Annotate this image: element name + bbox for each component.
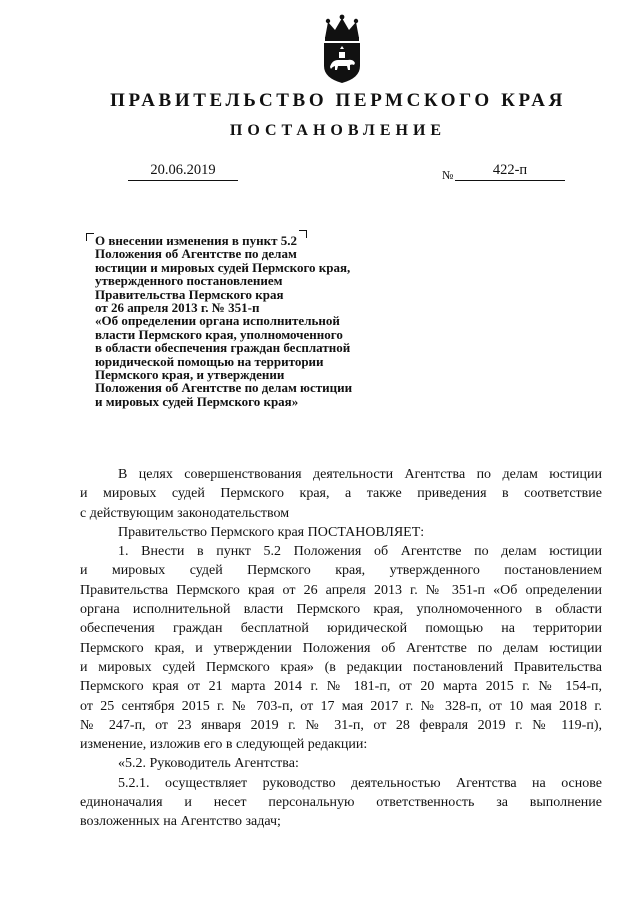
- subject-line: юстиции и мировых судей Пермского края,: [95, 259, 351, 275]
- body-line: обеспечения граждан бесплатной юридической помощью на территории: [80, 621, 602, 637]
- body-line: «5.2. Руководитель Агентства:: [118, 756, 299, 772]
- subject-line: в области обеспечения граждан бесплатной: [95, 340, 351, 356]
- subject-line: Пермского края, и утверждении: [95, 367, 285, 383]
- subject-line: «Об определении органа исполнительной: [95, 313, 340, 329]
- body-line: с действующим законодательством: [80, 505, 290, 521]
- body-line: изменение, изложив его в следующей редакции:: [80, 737, 368, 753]
- body-line: Правительство Пермского края ПОСТАНОВЛЯЕТ:: [118, 524, 425, 540]
- body-line: единоначалия и несет персональную ответственность за выполнение: [80, 795, 602, 811]
- subject-line: утвержденного постановлением: [95, 273, 283, 289]
- subject-line: Положения об Агентстве по делам: [95, 246, 297, 262]
- body-line: 5.2.1. осуществляет руководство деятельностью Агентства на основе: [118, 775, 602, 791]
- body-line: и мировых судей Пермского края, утвержденного постановлением: [80, 563, 602, 579]
- decree-number: 422-п: [455, 162, 565, 181]
- body-line: органа исполнительной власти Пермского края, уполномоченного в области: [80, 602, 602, 618]
- subject-line: Положения об Агентстве по делам юстиции: [95, 380, 353, 396]
- body-line: от 25 сентября 2015 г. № 703-п, от 17 мая 2017 г. № 328-п, от 10 мая 2018 г.: [80, 698, 602, 714]
- perm-krai-coat-of-arms-icon: [319, 14, 365, 84]
- subject-line: Правительства Пермского края: [95, 286, 284, 302]
- decree-subject: [95, 234, 415, 408]
- body-line: и мировых судей Пермского края» (в редакции постановлений Правительства: [80, 659, 602, 675]
- body-line: возложенных на Агентство задач;: [80, 814, 281, 830]
- subject-line: О внесении изменения в пункт 5.2: [95, 233, 298, 248]
- body-line: № 247-п, от 23 января 2019 г. № 31-п, от 28 февраля 2019 г. № 119-п),: [80, 717, 602, 733]
- subject-line: власти Пермского края, уполномоченного: [95, 326, 343, 342]
- body-line: В целях совершенствования деятельности Агентства по делам юстиции: [118, 467, 602, 482]
- decree-title: ПОСТАНОВЛЕНИЕ: [229, 122, 447, 139]
- number-label: №: [442, 168, 454, 182]
- body-line: 1. Внести в пункт 5.2 Положения об Агентстве по делам юстиции: [118, 544, 602, 560]
- government-title: ПРАВИТЕЛЬСТВО ПЕРМСКОГО КРАЯ: [110, 90, 566, 111]
- subject-line: юридической помощью на территории: [95, 353, 324, 369]
- subject-line: от 26 апреля 2013 г. № 351-п: [95, 300, 260, 316]
- decree-date: 20.06.2019: [128, 162, 238, 181]
- body-line: Правительства Пермского края от 26 апреля 2013 г. № 351-п «Об определении: [80, 582, 602, 598]
- body-line: и мировых судей Пермского края, а также приведения в соответствие: [80, 486, 602, 502]
- decree-body: [80, 465, 602, 832]
- subject-corner-mark-left: [86, 233, 94, 241]
- subject-line: и мировых судей Пермского края»: [95, 393, 299, 409]
- body-line: Пермского края, и утверждении Положения об Агентстве по делам юстиции: [80, 640, 602, 656]
- body-line: Пермского края от 21 марта 2014 г. № 181-п, от 20 марта 2015 г. № 154-п,: [80, 679, 602, 695]
